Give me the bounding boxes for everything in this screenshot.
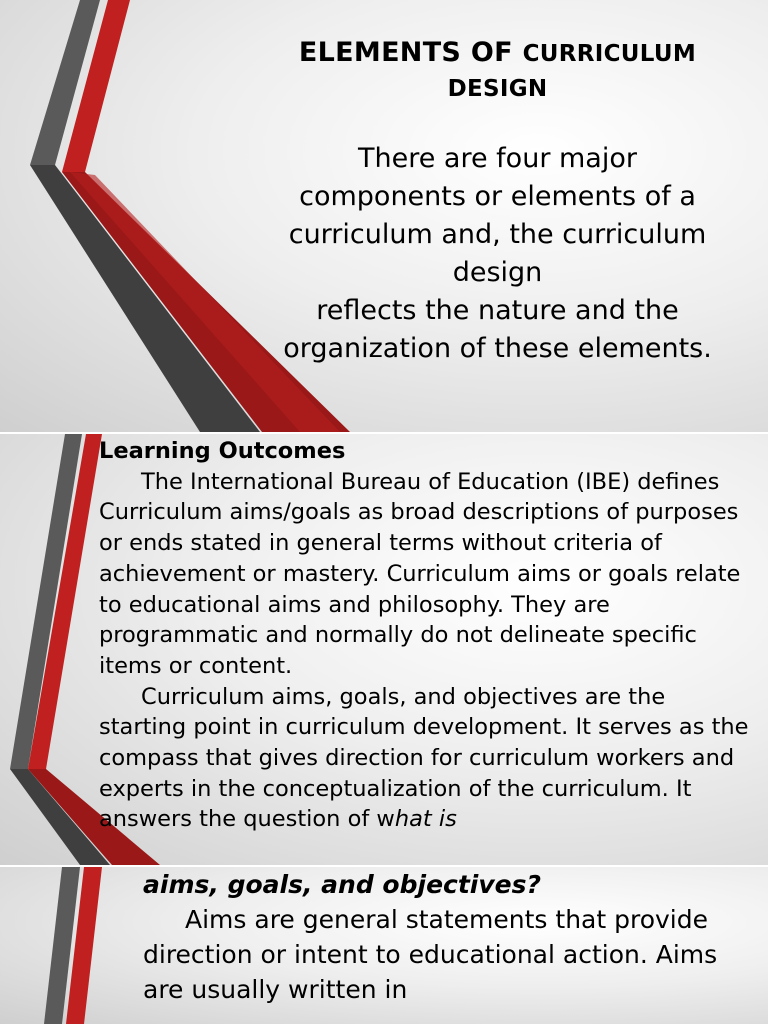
slide-1 [0,0,768,432]
body-line: reflects the nature and the [316,295,679,326]
slide-title-part: DESIGN [447,76,548,102]
paragraph [99,682,759,836]
slide-content [143,867,753,1007]
paragraph [99,467,759,682]
body-line: There are four major [358,143,637,174]
body-line: design [452,257,543,288]
slide-content [99,436,759,835]
slide-3 [0,867,768,1024]
body-line: components or elements of a [299,181,696,212]
section-heading: aims, goals, and objectives? [143,870,541,899]
paragraph [143,902,753,1007]
body-line: organization of these elements. [283,333,712,364]
slide-title-part: CURRICULUM [522,41,697,67]
paragraph-text: The International Bureau of Education (IBE) defines Curriculum aims/goals as broad descriptions of purposes or ends stated in general terms without criteria of achievement or mastery. Curriculum aims or goals relate to educational aims and philosophy. They are programmatic and normally do not delineate specific items or content. [99,468,741,679]
body-line: curriculum and, the curriculum [288,219,707,250]
slide-title [250,36,745,106]
paragraph-text: Curriculum aims, goals, and objectives are the starting point in curriculum development. It serves as the compass that gives direction for curriculum workers and experts in the conceptualization of the curriculum. It answers the question of w [99,683,749,833]
slide-2 [0,434,768,865]
slide-title-part: ELEMENTS OF [298,37,523,68]
slide-body [240,140,755,368]
section-heading: Learning Outcomes [99,438,346,464]
paragraph-text: Aims are general statements that provide direction or intent to educational action. Aims are usually written in [143,905,718,1004]
paragraph-italic-text: hat is [394,806,457,833]
